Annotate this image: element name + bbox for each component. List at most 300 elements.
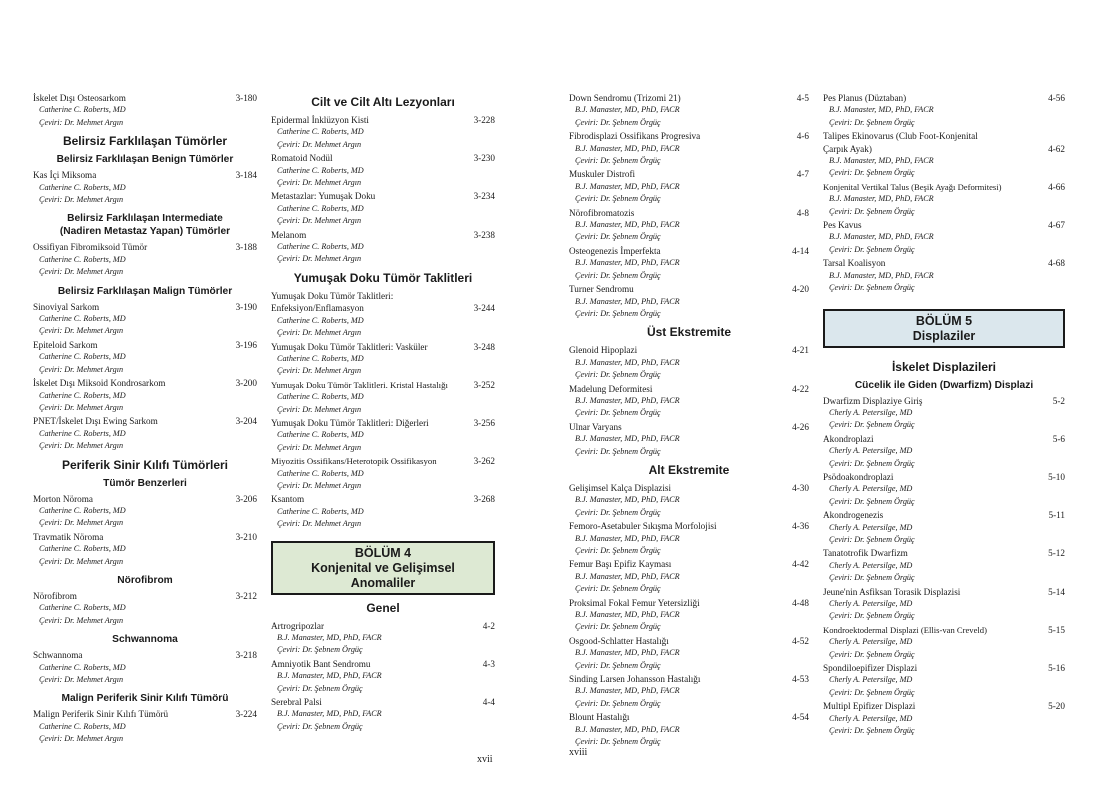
entry-translator: Çeviri: Dr. Şebnem Örgüç [575, 156, 661, 166]
entry-title: Pes Planus (Düztaban) [823, 93, 907, 103]
toc-entry [33, 415, 257, 452]
entry-title: Dwarfizm Displaziye Giriş [823, 395, 923, 406]
toc-entry [823, 92, 1065, 129]
entry-translator: Çeviri: Dr. Şebnem Örgüç [575, 660, 661, 670]
entry-translator: Çeviri: Dr. Şebnem Örgüç [829, 420, 915, 430]
entry-page: 4-21 [792, 345, 809, 356]
entry-page: 3-228 [473, 115, 495, 125]
toc-entry [823, 547, 1065, 584]
entry-page: 3-212 [235, 590, 257, 601]
toc-entry [33, 531, 257, 568]
entry-translator: Çeviri: Dr. Mehmet Argın [39, 556, 124, 566]
entry-page: 4-2 [482, 620, 495, 631]
entry-title: Spondiloepifizer Displazi [823, 663, 918, 674]
entry-page: 5-2 [1052, 395, 1065, 406]
toc-entry [33, 92, 257, 129]
toc-entry [33, 708, 257, 745]
entry-page: 3-206 [235, 493, 257, 504]
entry-title: Psödoakondroplazi [823, 471, 894, 482]
toc-entry [569, 520, 809, 557]
entry-translator: Çeviri: Dr. Şebnem Örgüç [575, 446, 661, 456]
entry-translator: Çeviri: Dr. Mehmet Argın [39, 518, 124, 528]
chapter-number: BÖLÜM 4 [354, 545, 412, 560]
entry-title: Yumuşak Doku Tümör Taklitleri. Kristal Hastalığı [271, 379, 448, 390]
toc-entry [271, 190, 495, 227]
entry-title: Proksimal Fokal Femur Yetersizliği [569, 597, 700, 608]
entry-translator: Çeviri: Dr. Şebnem Örgüç [829, 168, 915, 178]
entry-translator: Çeviri: Dr. Şebnem Örgüç [575, 408, 661, 418]
entry-title: Sinoviyal Sarkom [33, 301, 100, 312]
entry-page: 4-26 [792, 421, 809, 432]
entry-title: Yumuşak Doku Tümör Taklitleri: Enfeksiyon/Enflamasyon [271, 290, 394, 314]
entry-title: Artrogripozlar [271, 620, 325, 631]
entry-translator: Çeviri: Dr. Şebnem Örgüç [829, 244, 915, 254]
entry-author: Cherly A. Petersilge, MD [829, 637, 913, 647]
toc-entry [271, 455, 495, 492]
entry-author: Catherine C. Roberts, MD [39, 662, 126, 672]
entry-author: B.J. Manaster, MD, PhD, FACR [575, 181, 680, 191]
entry-translator: Çeviri: Dr. Mehmet Argın [39, 195, 124, 205]
toc-entry [569, 558, 809, 595]
toc-entry [569, 130, 809, 167]
entry-page: 3-230 [473, 153, 495, 164]
entry-page: 3-190 [235, 301, 257, 312]
entry-page: 3-204 [235, 416, 257, 427]
toc-entry [569, 92, 809, 129]
toc-column-1 [33, 92, 257, 747]
entry-page: 4-53 [792, 674, 809, 685]
toc-entry [271, 152, 495, 189]
entry-translator: Çeviri: Dr. Mehmet Argın [39, 117, 124, 127]
toc-entry [823, 219, 1065, 256]
toc-entry [33, 377, 257, 414]
entry-title: Melanom [271, 229, 307, 240]
entry-title: Kondroektodermal Displazi (Ellis-van Creveld) [823, 624, 987, 635]
entry-author: Catherine C. Roberts, MD [277, 468, 364, 478]
entry-title: Konjenital Vertikal Talus (Beşik Ayağı Deformitesi) [823, 181, 1002, 192]
toc-entry [823, 257, 1065, 294]
entry-page: 4-6 [796, 131, 809, 142]
entry-title: Down Sendromu (Trizomi 21) [569, 93, 681, 103]
toc-column-4 [823, 92, 1065, 738]
entry-author: Catherine C. Roberts, MD [277, 242, 364, 252]
subsection-heading: Tümör Benzerleri [103, 477, 187, 489]
section-heading: Belirsiz Farklılaşan Tümörler [62, 134, 228, 149]
entry-author: B.J. Manaster, MD, PhD, FACR [575, 258, 680, 268]
entry-author: B.J. Manaster, MD, PhD, FACR [575, 395, 680, 405]
entry-author: Catherine C. Roberts, MD [39, 352, 126, 362]
toc-entry [569, 383, 809, 420]
entry-translator: Çeviri: Dr. Şebnem Örgüç [575, 737, 661, 747]
toc-entry [823, 395, 1065, 432]
entry-page: 4-48 [792, 597, 809, 608]
toc-entry [271, 114, 495, 151]
entry-author: Catherine C. Roberts, MD [39, 182, 126, 192]
entry-author: B.J. Manaster, MD, PhD, FACR [829, 105, 934, 115]
entry-title: Gelişimsel Kalça Displazisi [569, 482, 672, 493]
toc-entry [823, 130, 1065, 180]
entry-translator: Çeviri: Dr. Şebnem Örgüç [829, 726, 915, 736]
toc-entry [271, 341, 495, 378]
entry-author: Catherine C. Roberts, MD [277, 315, 364, 325]
entry-translator: Çeviri: Dr. Mehmet Argın [39, 326, 124, 336]
entry-title: Miyozitis Ossifikans/Heterotopik Ossifikasyon [271, 456, 437, 467]
entry-title: Epiteloid Sarkom [33, 339, 98, 350]
entry-author: Cherly A. Petersilge, MD [829, 484, 913, 494]
entry-title: Akondroplazi [823, 433, 874, 444]
entry-page: 3-262 [473, 456, 495, 467]
entry-page: 3-224 [235, 709, 257, 720]
toc-column-2 [271, 92, 495, 734]
entry-translator: Çeviri: Dr. Şebnem Örgüç [829, 496, 915, 506]
toc-entry [823, 700, 1065, 737]
entry-title: Ossifiyan Fibromiksoid Tümör [33, 242, 148, 253]
entry-page: 4-52 [792, 635, 809, 646]
entry-title: Romatoid Nodül [271, 153, 333, 164]
entry-translator: Çeviri: Dr. Mehmet Argın [277, 328, 362, 338]
entry-page: 4-5 [796, 93, 809, 103]
entry-page: 3-244 [473, 303, 495, 314]
entry-translator: Çeviri: Dr. Şebnem Örgüç [575, 232, 661, 242]
entry-title: Femoro-Asetabuler Sıkışma Morfolojisi [569, 521, 717, 532]
toc-entry [569, 597, 809, 634]
entry-translator: Çeviri: Dr. Mehmet Argın [39, 615, 124, 625]
toc-entry [33, 649, 257, 686]
entry-translator: Çeviri: Dr. Şebnem Örgüç [575, 194, 661, 204]
toc-entry [823, 181, 1065, 218]
toc-entry [33, 169, 257, 206]
entry-author: B.J. Manaster, MD, PhD, FACR [829, 232, 934, 242]
entry-author: B.J. Manaster, MD, PhD, FACR [575, 648, 680, 658]
subsection-heading: Belirsiz Farklılaşan Benign Tümörler [56, 154, 234, 166]
entry-author: Cherly A. Petersilge, MD [829, 599, 913, 608]
entry-translator: Çeviri: Dr. Mehmet Argın [277, 216, 362, 226]
section-heading: Üst Ekstremite [646, 325, 732, 340]
entry-page: 4-62 [1048, 143, 1065, 154]
entry-title: Serebral Palsi [271, 697, 322, 708]
section-heading: Periferik Sinir Kılıfı Tümörleri [61, 457, 229, 472]
entry-translator: Çeviri: Dr. Mehmet Argın [277, 404, 362, 414]
entry-page: 3-218 [235, 650, 257, 661]
toc-entry [33, 493, 257, 530]
entry-title: Fibrodisplazi Ossifikans Progresiva [569, 131, 701, 142]
entry-page: 4-7 [796, 169, 809, 180]
entry-translator: Çeviri: Dr. Şebnem Örgüç [575, 698, 661, 708]
toc-entry [569, 421, 809, 458]
entry-page: 3-196 [235, 339, 257, 350]
entry-title: Osgood-Schlatter Hastalığı [569, 635, 669, 646]
entry-title: Talipes Ekinovarus (Club Foot-Konjenital Çarpık Ayak) [823, 131, 978, 154]
entry-title: Madelung Deformitesi [569, 383, 653, 394]
toc-entry [33, 590, 257, 627]
toc-entry [271, 696, 495, 733]
entry-author: Cherly A. Petersilge, MD [829, 446, 913, 456]
entry-title: Akondrogenezis [823, 510, 884, 521]
entry-translator: Çeviri: Dr. Şebnem Örgüç [575, 270, 661, 280]
entry-title: İskelet Dışı Osteosarkom [33, 93, 126, 103]
entry-title: Osteogenezis İmperfekta [569, 245, 661, 256]
entry-translator: Çeviri: Dr. Şebnem Örgüç [829, 611, 915, 621]
toc-entry [271, 290, 495, 340]
entry-title: Malign Periferik Sinir Kılıfı Tümörü [33, 709, 169, 720]
entry-author: Catherine C. Roberts, MD [39, 721, 126, 731]
entry-author: Catherine C. Roberts, MD [39, 254, 126, 264]
entry-translator: Çeviri: Dr. Mehmet Argın [39, 675, 124, 684]
entry-author: B.J. Manaster, MD, PhD, FACR [575, 296, 680, 306]
entry-author: B.J. Manaster, MD, PhD, FACR [829, 194, 934, 204]
entry-page: 4-66 [1048, 181, 1065, 192]
entry-title: Sinding Larsen Johansson Hastalığı [569, 674, 701, 685]
entry-author: Catherine C. Roberts, MD [277, 353, 364, 363]
entry-author: B.J. Manaster, MD, PhD, FACR [575, 686, 680, 696]
entry-author: B.J. Manaster, MD, PhD, FACR [575, 571, 680, 581]
chapter-title: Anomaliler [350, 575, 416, 590]
entry-translator: Çeviri: Dr. Şebnem Örgüç [829, 458, 915, 468]
entry-page: 4-30 [792, 482, 809, 493]
entry-title: Tanatotrofik Dwarfizm [823, 548, 908, 559]
entry-translator: Çeviri: Dr. Mehmet Argın [39, 364, 124, 374]
entry-author: B.J. Manaster, MD, PhD, FACR [575, 533, 680, 543]
entry-page: 5-16 [1048, 663, 1065, 674]
toc-column-3 [569, 92, 809, 750]
entry-translator: Çeviri: Dr. Mehmet Argın [277, 139, 362, 149]
entry-translator: Çeviri: Dr. Şebnem Örgüç [829, 649, 915, 659]
chapter-4-box [271, 541, 495, 595]
entry-translator: Çeviri: Dr. Şebnem Örgüç [277, 683, 363, 693]
entry-author: Catherine C. Roberts, MD [277, 165, 364, 175]
section-heading: Genel [366, 600, 400, 615]
chapter-title: Displaziler [912, 328, 976, 343]
toc-entry [569, 673, 809, 710]
entry-translator: Çeviri: Dr. Mehmet Argın [277, 442, 362, 452]
entry-page: 4-67 [1048, 220, 1065, 231]
subsection-heading: Malign Periferik Sinir Kılıfı Tümörü [61, 693, 229, 705]
entry-page: 3-180 [235, 93, 257, 103]
entry-page: 3-200 [235, 378, 257, 389]
entry-page: 4-42 [792, 559, 809, 570]
toc-entry [569, 245, 809, 282]
entry-author: Catherine C. Roberts, MD [39, 505, 126, 515]
subsection-heading: Belirsiz Farklılaşan Malign Tümörler [57, 285, 233, 297]
entry-translator: Çeviri: Dr. Mehmet Argın [277, 254, 362, 264]
entry-author: B.J. Manaster, MD, PhD, FACR [829, 156, 934, 166]
entry-translator: Çeviri: Dr. Mehmet Argın [39, 441, 124, 451]
toc-entry [33, 339, 257, 376]
entry-author: Catherine C. Roberts, MD [39, 390, 126, 400]
entry-title: Multipl Epifizer Displazi [823, 701, 916, 712]
section-heading: Alt Ekstremite [648, 462, 730, 477]
section-heading: Yumuşak Doku Tümör Taklitleri [293, 270, 473, 285]
page-number-right: xviii [569, 747, 588, 758]
entry-title: Ksantom [271, 494, 305, 505]
entry-translator: Çeviri: Dr. Şebnem Örgüç [575, 308, 661, 318]
toc-entry [569, 168, 809, 205]
entry-title: İskelet Dışı Miksoid Kondrosarkom [33, 378, 166, 389]
entry-translator: Çeviri: Dr. Mehmet Argın [277, 519, 362, 529]
toc-entry [823, 586, 1065, 623]
entry-translator: Çeviri: Dr. Mehmet Argın [277, 480, 362, 490]
entry-translator: Çeviri: Dr. Şebnem Örgüç [829, 534, 915, 544]
page-number-left: xvii [477, 754, 493, 765]
entry-page: 3-234 [473, 191, 495, 202]
entry-page: 4-20 [792, 284, 809, 295]
entry-author: B.J. Manaster, MD, PhD, FACR [575, 357, 680, 367]
entry-author: Cherly A. Petersilge, MD [829, 675, 913, 685]
subsection-heading: Cücelik ile Giden (Dwarfizm) Displazi [854, 379, 1034, 391]
entry-page: 5-14 [1048, 586, 1065, 597]
toc-entry [823, 662, 1065, 699]
entry-author: B.J. Manaster, MD, PhD, FACR [277, 671, 382, 681]
entry-title: Ulnar Varyans [569, 421, 622, 432]
chapter-number: BÖLÜM 5 [915, 313, 973, 328]
toc-entry [271, 493, 495, 530]
entry-translator: Çeviri: Dr. Şebnem Örgüç [829, 117, 915, 127]
section-heading: İskelet Displazileri [891, 359, 997, 374]
entry-page: 3-252 [473, 379, 495, 390]
entry-page: 5-11 [1048, 510, 1065, 521]
entry-author: B.J. Manaster, MD, PhD, FACR [575, 143, 680, 153]
entry-author: B.J. Manaster, MD, PhD, FACR [575, 434, 680, 444]
entry-translator: Çeviri: Dr. Şebnem Örgüç [829, 573, 915, 583]
entry-title: Tarsal Koalisyon [823, 258, 886, 269]
entry-translator: Çeviri: Dr. Şebnem Örgüç [829, 283, 915, 293]
toc-entry [33, 301, 257, 338]
entry-page: 4-54 [792, 712, 809, 723]
entry-title: Travmatik Nöroma [33, 531, 104, 542]
entry-page: 3-268 [473, 494, 495, 505]
entry-page: 4-8 [796, 207, 809, 218]
entry-translator: Çeviri: Dr. Şebnem Örgüç [277, 645, 363, 655]
entry-page: 3-238 [473, 229, 495, 240]
toc-entry [271, 417, 495, 454]
entry-translator: Çeviri: Dr. Şebnem Örgüç [575, 507, 661, 517]
entry-page: 5-10 [1048, 471, 1065, 482]
toc-entry [569, 711, 809, 748]
entry-page: 4-22 [792, 383, 809, 394]
entry-translator: Çeviri: Dr. Mehmet Argın [39, 402, 124, 412]
entry-author: Catherine C. Roberts, MD [39, 544, 126, 554]
entry-author: B.J. Manaster, MD, PhD, FACR [575, 610, 680, 620]
entry-title: Yumuşak Doku Tümör Taklitleri: Vasküler [271, 341, 428, 352]
toc-entry [823, 509, 1065, 546]
entry-author: B.J. Manaster, MD, PhD, FACR [575, 105, 680, 115]
entry-author: Catherine C. Roberts, MD [39, 428, 126, 438]
entry-title: Schwannoma [33, 650, 83, 661]
subsection-heading: Belirsiz Farklılaşan Intermediate (Nadiren Metastaz Yapan) Tümörler [59, 213, 231, 238]
toc-entry [569, 482, 809, 519]
subsection-heading: Nörofibrom [117, 574, 173, 586]
entry-title: Turner Sendromu [569, 284, 634, 295]
toc-entry [271, 379, 495, 416]
entry-page: 4-4 [482, 697, 495, 708]
toc-entry [569, 635, 809, 672]
entry-translator: Çeviri: Dr. Şebnem Örgüç [829, 206, 915, 216]
entry-title: Muskuler Distrofi [569, 169, 636, 180]
entry-author: Catherine C. Roberts, MD [39, 603, 126, 613]
entry-author: Catherine C. Roberts, MD [277, 392, 364, 402]
entry-page: 3-248 [473, 341, 495, 352]
entry-author: Cherly A. Petersilge, MD [829, 713, 913, 723]
entry-author: Catherine C. Roberts, MD [277, 203, 364, 213]
entry-page: 4-68 [1048, 258, 1065, 269]
chapter-title: Konjenital ve Gelişimsel [311, 560, 455, 575]
toc-entry [33, 241, 257, 278]
entry-author: B.J. Manaster, MD, PhD, FACR [575, 724, 680, 734]
entry-translator: Çeviri: Dr. Mehmet Argın [39, 734, 124, 744]
toc-entry [569, 344, 809, 381]
entry-title: Glenoid Hipoplazi [569, 345, 638, 356]
entry-page: 5-20 [1048, 701, 1065, 712]
entry-title: Kas İçi Miksoma [33, 170, 97, 181]
toc-entry [569, 283, 809, 320]
entry-translator: Çeviri: Dr. Şebnem Örgüç [575, 370, 661, 380]
entry-author: Catherine C. Roberts, MD [39, 105, 126, 115]
toc-entry [823, 433, 1065, 470]
entry-translator: Çeviri: Dr. Şebnem Örgüç [277, 721, 363, 731]
entry-title: Morton Nöroma [33, 493, 93, 504]
entry-title: Nörofibrom [33, 590, 77, 601]
entry-translator: Çeviri: Dr. Mehmet Argın [39, 267, 124, 277]
entry-author: Cherly A. Petersilge, MD [829, 560, 913, 570]
toc-entry [823, 624, 1065, 661]
entry-author: B.J. Manaster, MD, PhD, FACR [575, 495, 680, 505]
toc-entry [271, 229, 495, 266]
toc-entry [823, 471, 1065, 508]
entry-page: 4-3 [482, 658, 495, 669]
entry-title: Nörofibromatozis [569, 207, 635, 218]
entry-title: Metastazlar: Yumuşak Doku [271, 191, 376, 202]
entry-author: Cherly A. Petersilge, MD [829, 522, 913, 532]
entry-translator: Çeviri: Dr. Şebnem Örgüç [575, 117, 661, 127]
entry-page: 3-184 [235, 170, 257, 181]
entry-author: B.J. Manaster, MD, PhD, FACR [575, 220, 680, 230]
toc-entry [569, 207, 809, 244]
entry-page: 5-15 [1048, 624, 1065, 635]
entry-title: Yumuşak Doku Tümör Taklitleri: Diğerleri [271, 417, 429, 428]
entry-page: 3-188 [235, 242, 257, 253]
entry-translator: Çeviri: Dr. Şebnem Örgüç [575, 584, 661, 594]
entry-author: Catherine C. Roberts, MD [39, 314, 126, 324]
subsection-heading: Schwannoma [112, 634, 178, 646]
entry-title: Pes Kavus [823, 220, 862, 231]
entry-translator: Çeviri: Dr. Mehmet Argın [277, 366, 362, 376]
entry-author: B.J. Manaster, MD, PhD, FACR [277, 633, 382, 642]
entry-author: Cherly A. Petersilge, MD [829, 407, 913, 417]
entry-translator: Çeviri: Dr. Şebnem Örgüç [575, 546, 661, 555]
entry-title: Epidermal İnklüzyon Kisti [271, 115, 369, 125]
section-heading: Cilt ve Cilt Altı Lezyonları [311, 95, 455, 109]
chapter-5-box [823, 309, 1065, 348]
entry-author: Catherine C. Roberts, MD [277, 127, 364, 137]
entry-page: 4-36 [792, 521, 809, 532]
entry-author: Catherine C. Roberts, MD [277, 506, 364, 516]
entry-translator: Çeviri: Dr. Mehmet Argın [277, 178, 362, 188]
entry-translator: Çeviri: Dr. Şebnem Örgüç [575, 622, 661, 632]
entry-author: Catherine C. Roberts, MD [277, 430, 364, 440]
entry-page: 4-56 [1048, 93, 1065, 103]
entry-page: 4-14 [792, 245, 809, 256]
entry-title: Amniyotik Bant Sendromu [271, 658, 371, 669]
entry-title: Femur Başı Epifiz Kayması [569, 559, 672, 570]
entry-author: B.J. Manaster, MD, PhD, FACR [829, 270, 934, 280]
entry-title: Jeune'nin Asfiksan Torasik Displazisi [823, 586, 961, 597]
toc-entry [271, 658, 495, 695]
entry-page: 3-256 [473, 417, 495, 428]
entry-title: PNET/İskelet Dışı Ewing Sarkom [33, 416, 158, 427]
entry-title: Blount Hastalığı [569, 712, 630, 723]
entry-author: B.J. Manaster, MD, PhD, FACR [277, 709, 382, 719]
entry-page: 3-210 [235, 531, 257, 542]
